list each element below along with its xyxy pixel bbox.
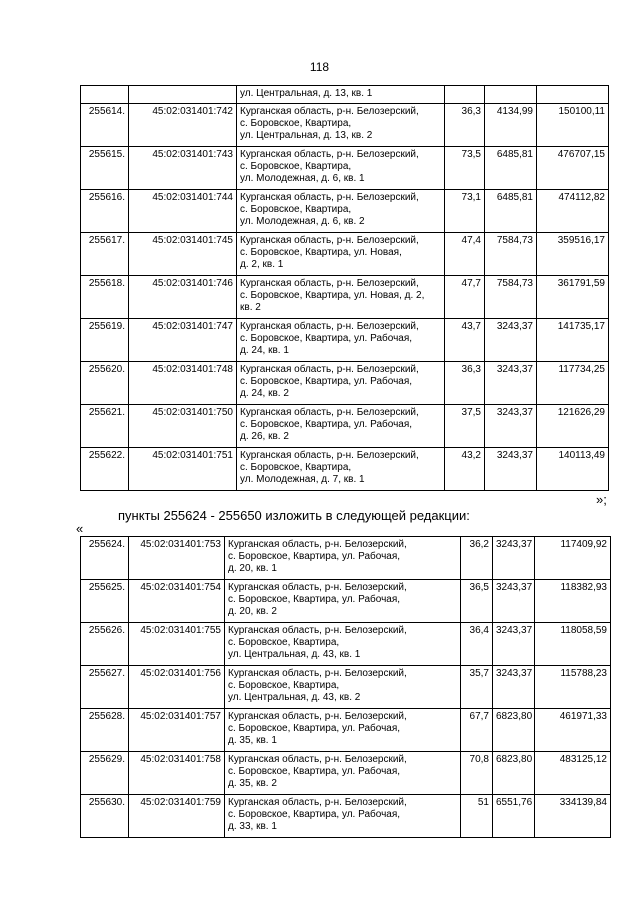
table-row: [81, 709, 611, 752]
address-line: Курганская область, р-н. Белозерский,: [228, 754, 407, 765]
table-row: [81, 233, 609, 276]
row-number-cell: 255619.: [81, 319, 129, 362]
address-line: Курганская область, р-н. Белозерский,: [240, 235, 419, 246]
address-line: с. Боровское, Квартира, ул. Новая, д. 2,: [240, 290, 425, 301]
address-cell: [237, 233, 445, 276]
page-number: 118: [309, 60, 330, 74]
address-line: д. 35, кв. 2: [228, 778, 277, 789]
rate-cell: 7584,73: [485, 276, 537, 319]
area-cell: 43,7: [445, 319, 485, 362]
address-line: Курганская область, р-н. Белозерский,: [240, 450, 419, 461]
area-cell: 73,1: [445, 190, 485, 233]
address-line: Курганская область, р-н. Белозерский,: [240, 149, 419, 160]
area-cell: 35,7: [461, 666, 493, 709]
value-cell: 115788,23: [535, 666, 611, 709]
address-cell: [237, 147, 445, 190]
value-cell: 117409,92: [535, 537, 611, 580]
area-cell: 36,4: [461, 623, 493, 666]
area-cell: 67,7: [461, 709, 493, 752]
address-cell: [237, 362, 445, 405]
area-cell: 36,3: [445, 362, 485, 405]
address-line: с. Боровское, Квартира, ул. Рабочая,: [240, 333, 413, 344]
address-line: с. Боровское, Квартира, ул. Рабочая,: [228, 809, 401, 820]
address-line: Курганская область, р-н. Белозерский,: [228, 539, 407, 550]
table-row: [81, 319, 609, 362]
table-row: [81, 147, 609, 190]
address-line: с. Боровское, Квартира, ул. Рабочая,: [240, 419, 413, 430]
area-cell: 43,2: [445, 448, 485, 491]
row-number-cell: 255629.: [81, 752, 129, 795]
row-number-cell: 255614.: [81, 104, 129, 147]
row-number-cell: 255616.: [81, 190, 129, 233]
address-line: Курганская область, р-н. Белозерский,: [228, 797, 407, 808]
amendment-instruction: пункты 255624 - 255650 изложить в следующей редакции:: [118, 508, 470, 523]
area-cell: 47,4: [445, 233, 485, 276]
table-row: [81, 104, 609, 147]
address-cell: [225, 709, 461, 752]
address-line: с. Боровское, Квартира, ул. Рабочая,: [228, 594, 401, 605]
rate-cell: 3243,37: [485, 319, 537, 362]
address-line: с. Боровское, Квартира, ул. Рабочая,: [240, 376, 413, 387]
cadastral-number-cell: 45:02:031401:742: [129, 104, 237, 147]
address-line: д. 20, кв. 1: [228, 563, 277, 574]
rate-cell: 6485,81: [485, 190, 537, 233]
address-cell: [237, 319, 445, 362]
address-line: ул. Центральная, д. 13, кв. 1: [240, 88, 373, 99]
row-number-cell: 255615.: [81, 147, 129, 190]
value-cell: 121626,29: [537, 405, 609, 448]
table-row: [81, 623, 611, 666]
address-line: Курганская область, р-н. Белозерский,: [240, 407, 419, 418]
area-cell: 73,5: [445, 147, 485, 190]
address-cell: [225, 537, 461, 580]
address-line: ул. Молодежная, д. 7, кв. 1: [240, 474, 365, 485]
row-number-cell: 255618.: [81, 276, 129, 319]
address-cell: [237, 190, 445, 233]
address-cell: [237, 448, 445, 491]
address-line: с. Боровское, Квартира,: [240, 118, 352, 129]
cadastral-number-cell: 45:02:031401:748: [129, 362, 237, 405]
table-body: [81, 86, 609, 491]
address-line: Курганская область, р-н. Белозерский,: [240, 321, 419, 332]
address-line: кв. 2: [240, 302, 261, 313]
row-number-cell: 255630.: [81, 795, 129, 838]
value-cell: 118058,59: [535, 623, 611, 666]
table-body: [81, 537, 611, 838]
cadastral-number-cell: 45:02:031401:747: [129, 319, 237, 362]
row-number-cell: 255625.: [81, 580, 129, 623]
value-cell: 150100,11: [537, 104, 609, 147]
area-cell: [445, 86, 485, 104]
rate-cell: 3243,37: [493, 537, 535, 580]
value-cell: 359516,17: [537, 233, 609, 276]
address-line: ул. Центральная, д. 43, кв. 2: [228, 692, 361, 703]
cadastral-number-cell: 45:02:031401:750: [129, 405, 237, 448]
address-cell: [225, 666, 461, 709]
table-row: [81, 752, 611, 795]
row-number-cell: 255622.: [81, 448, 129, 491]
row-number-cell: 255621.: [81, 405, 129, 448]
cadastral-number-cell: 45:02:031401:759: [129, 795, 225, 838]
address-line: д. 26, кв. 2: [240, 431, 289, 442]
address-line: ул. Молодежная, д. 6, кв. 1: [240, 173, 365, 184]
address-line: с. Боровское, Квартира,: [228, 637, 340, 648]
table-row: [81, 190, 609, 233]
value-cell: 361791,59: [537, 276, 609, 319]
rate-cell: 3243,37: [493, 623, 535, 666]
area-cell: 47,7: [445, 276, 485, 319]
opening-quote: «: [76, 521, 84, 536]
value-cell: 476707,15: [537, 147, 609, 190]
rate-cell: 6551,76: [493, 795, 535, 838]
table-row-continuation: [81, 86, 609, 104]
address-line: д. 2, кв. 1: [240, 259, 284, 270]
address-line: д. 33, кв. 1: [228, 821, 277, 832]
address-line: Курганская область, р-н. Белозерский,: [228, 668, 407, 679]
cadastral-number-cell: 45:02:031401:756: [129, 666, 225, 709]
cadastral-number-cell: 45:02:031401:746: [129, 276, 237, 319]
address-line: д. 20, кв. 2: [228, 606, 277, 617]
address-cell: [237, 104, 445, 147]
area-cell: 37,5: [445, 405, 485, 448]
area-cell: 36,3: [445, 104, 485, 147]
value-cell: 474112,82: [537, 190, 609, 233]
rate-cell: 7584,73: [485, 233, 537, 276]
address-cell: [225, 623, 461, 666]
row-number-cell: [81, 86, 129, 104]
address-line: с. Боровское, Квартира, ул. Рабочая,: [228, 766, 401, 777]
cadastral-number-cell: 45:02:031401:754: [129, 580, 225, 623]
address-line: Курганская область, р-н. Белозерский,: [240, 364, 419, 375]
value-cell: 483125,12: [535, 752, 611, 795]
address-line: Курганская область, р-н. Белозерский,: [240, 106, 419, 117]
area-cell: 36,2: [461, 537, 493, 580]
cadastral-number-cell: 45:02:031401:751: [129, 448, 237, 491]
rate-cell: 3243,37: [485, 362, 537, 405]
rate-cell: 3243,37: [485, 405, 537, 448]
address-line: с. Боровское, Квартира,: [228, 680, 340, 691]
address-cell: [225, 752, 461, 795]
address-cell: [225, 580, 461, 623]
value-cell: 334139,84: [535, 795, 611, 838]
cadastral-number-cell: 45:02:031401:745: [129, 233, 237, 276]
address-cell: [237, 405, 445, 448]
address-cell: [225, 795, 461, 838]
rate-cell: 3243,37: [485, 448, 537, 491]
rate-cell: [485, 86, 537, 104]
address-line: д. 24, кв. 2: [240, 388, 289, 399]
cadastral-number-cell: 45:02:031401:753: [129, 537, 225, 580]
cadastral-number-cell: 45:02:031401:743: [129, 147, 237, 190]
address-line: с. Боровское, Квартира, ул. Рабочая,: [228, 723, 401, 734]
rate-cell: 3243,37: [493, 666, 535, 709]
address-line: с. Боровское, Квартира,: [240, 161, 352, 172]
value-cell: 140113,49: [537, 448, 609, 491]
property-table-amended: [80, 536, 611, 838]
rate-cell: 6823,80: [493, 709, 535, 752]
rate-cell: 6485,81: [485, 147, 537, 190]
value-cell: 461971,33: [535, 709, 611, 752]
table-row: [81, 666, 611, 709]
value-cell: 141735,17: [537, 319, 609, 362]
rate-cell: 3243,37: [493, 580, 535, 623]
address-line: Курганская область, р-н. Белозерский,: [228, 582, 407, 593]
area-cell: 70,8: [461, 752, 493, 795]
address-line: с. Боровское, Квартира, ул. Рабочая,: [228, 551, 401, 562]
table-row: [81, 276, 609, 319]
value-cell: 117734,25: [537, 362, 609, 405]
cadastral-number-cell: 45:02:031401:758: [129, 752, 225, 795]
value-cell: 118382,93: [535, 580, 611, 623]
address-line: д. 24, кв. 1: [240, 345, 289, 356]
area-cell: 51: [461, 795, 493, 838]
table-row: [81, 448, 609, 491]
area-cell: 36,5: [461, 580, 493, 623]
cadastral-number-cell: 45:02:031401:757: [129, 709, 225, 752]
rate-cell: 6823,80: [493, 752, 535, 795]
address-line: Курганская область, р-н. Белозерский,: [240, 278, 419, 289]
row-number-cell: 255624.: [81, 537, 129, 580]
address-line: д. 35, кв. 1: [228, 735, 277, 746]
address-cell: [237, 276, 445, 319]
property-table-continued: [80, 85, 609, 491]
row-number-cell: 255628.: [81, 709, 129, 752]
cadastral-number-cell: 45:02:031401:744: [129, 190, 237, 233]
row-number-cell: 255617.: [81, 233, 129, 276]
address-line: Курганская область, р-н. Белозерский,: [228, 625, 407, 636]
cadastral-number-cell: [129, 86, 237, 104]
table-row: [81, 795, 611, 838]
row-number-cell: 255626.: [81, 623, 129, 666]
address-line: Курганская область, р-н. Белозерский,: [240, 192, 419, 203]
cadastral-number-cell: 45:02:031401:755: [129, 623, 225, 666]
table-row: [81, 580, 611, 623]
row-number-cell: 255627.: [81, 666, 129, 709]
table-row: [81, 362, 609, 405]
address-line: с. Боровское, Квартира,: [240, 462, 352, 473]
address-line: ул. Центральная, д. 13, кв. 2: [240, 130, 373, 141]
closing-quote: »;: [596, 492, 607, 507]
table-row: [81, 405, 609, 448]
address-line: ул. Молодежная, д. 6, кв. 2: [240, 216, 365, 227]
rate-cell: 4134,99: [485, 104, 537, 147]
value-cell: [537, 86, 609, 104]
address-line: с. Боровское, Квартира,: [240, 204, 352, 215]
address-line: с. Боровское, Квартира, ул. Новая,: [240, 247, 402, 258]
address-line: ул. Центральная, д. 43, кв. 1: [228, 649, 361, 660]
row-number-cell: 255620.: [81, 362, 129, 405]
table-row: [81, 537, 611, 580]
address-line: Курганская область, р-н. Белозерский,: [228, 711, 407, 722]
address-cell: [237, 86, 445, 104]
